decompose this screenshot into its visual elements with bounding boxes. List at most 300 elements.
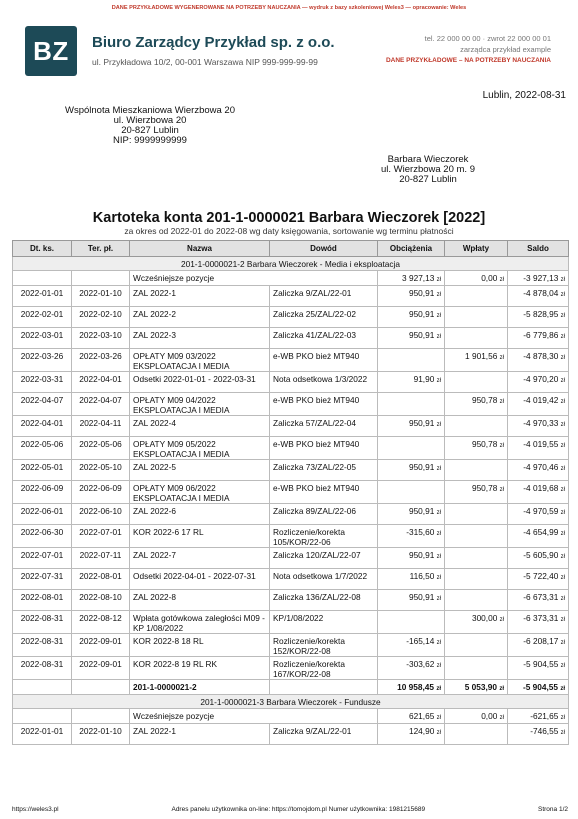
cell-booking-date [13, 657, 72, 680]
cell-debit [378, 634, 445, 657]
amount: -6 373,31 [523, 613, 559, 623]
cell-balance [508, 460, 569, 481]
cell-document [270, 724, 378, 745]
cell-text: 2022-03-31 [20, 374, 64, 384]
currency: zł [436, 378, 441, 384]
cell-text: 2022-04-01 [20, 418, 64, 428]
amount: -6 208,17 [523, 636, 559, 646]
table-row [13, 611, 569, 634]
currency: zł [499, 399, 504, 405]
table-row [13, 569, 569, 590]
currency: zł [560, 378, 565, 384]
cell-text: 2022-04-07 [79, 395, 122, 405]
table-row [13, 349, 569, 372]
cell-booking-date [13, 328, 72, 349]
cell-debit [378, 525, 445, 548]
cell-text: 2022-06-01 [20, 506, 64, 516]
cell-text: 2022-08-12 [79, 613, 122, 623]
cell-balance [508, 569, 569, 590]
cell-text: Nota odsetkowa 1/3/2022 [273, 374, 368, 384]
currency: zł [560, 443, 565, 449]
table-row [13, 481, 569, 504]
cell-credit [445, 328, 508, 349]
cell-text: 2022-01-10 [79, 726, 122, 736]
cell-text: Odsetki 2022-01-01 - 2022-03-31 [133, 374, 256, 384]
cell-balance [508, 416, 569, 437]
header-booking-date: Dt. ks. [13, 241, 72, 257]
cell-text: Zaliczka 73/ZAL/22-05 [273, 462, 357, 472]
cell-text: 2022-08-31 [20, 659, 64, 669]
cell-credit [445, 437, 508, 460]
cell-name [130, 481, 270, 504]
cell-text: 2022-03-01 [20, 330, 64, 340]
cell-debit [378, 680, 445, 695]
amount: 116,50 [409, 571, 435, 581]
currency: zł [436, 575, 441, 581]
cell-credit [445, 709, 508, 724]
table-row [13, 307, 569, 328]
cell-booking-date [13, 634, 72, 657]
cell-debit [378, 437, 445, 460]
cell-text: ZAL 2022-6 [133, 506, 177, 516]
cell-text: Nota odsetkowa 1/7/2022 [273, 571, 368, 581]
document-subtitle: za okres od 2022-01 do 2022-08 wg daty księgowania, sortowanie wg terminu płatności [124, 226, 454, 236]
amount: -5 828,95 [523, 309, 559, 319]
amount: -4 970,46 [523, 462, 559, 472]
cell-text: KOR 2022-8 19 RL RK [133, 659, 218, 669]
cell-booking-date [13, 372, 72, 393]
cell-credit [445, 634, 508, 657]
cell-name [130, 307, 270, 328]
cell-text: 2022-08-01 [20, 592, 64, 602]
table-row [13, 416, 569, 437]
amount: -3 927,13 [523, 273, 559, 283]
cell-text: Rozliczenie/korekta 167/KOR/22-08 [273, 659, 345, 679]
cell-booking-date [13, 437, 72, 460]
amount: -6 779,86 [523, 330, 559, 340]
amount: -4 970,20 [523, 374, 559, 384]
amount: 5 053,90 [464, 682, 498, 692]
amount: 950,91 [408, 309, 435, 319]
cell-text: 201-1-0000021-2 [133, 682, 197, 692]
cell-document [270, 590, 378, 611]
cell-booking-date [13, 504, 72, 525]
cell-debit [378, 372, 445, 393]
amount: -4 654,99 [523, 527, 559, 537]
amount: 950,78 [471, 439, 498, 449]
cell-document [270, 307, 378, 328]
cell-booking-date [13, 481, 72, 504]
currency: zł [436, 422, 441, 428]
table-row [13, 286, 569, 307]
cell-text: OPŁATY M09 05/2022 EKSPLOATACJA I MEDIA [133, 439, 230, 459]
table-row [13, 504, 569, 525]
cell-booking-date [13, 525, 72, 548]
cell-text: 2022-03-26 [20, 351, 64, 361]
cell-text: 2022-05-06 [20, 439, 64, 449]
cell-due-date [72, 416, 130, 437]
account-sum-row [13, 680, 569, 695]
currency: zł [499, 355, 504, 361]
currency: zł [436, 334, 441, 340]
amount: 3 927,13 [402, 273, 435, 283]
cell-document [270, 328, 378, 349]
currency: zł [560, 686, 565, 692]
sender-line: NIP: 9999999999 [113, 135, 187, 146]
cell-balance [508, 393, 569, 416]
currency: zł [560, 355, 565, 361]
cell-text: Wcześniejsze pozycje [133, 711, 215, 721]
cell-sum-label [130, 680, 270, 695]
cell-text: 2022-03-10 [79, 330, 122, 340]
cell-document [270, 349, 378, 372]
cell-balance [508, 709, 569, 724]
recipient-line: Barbara Wieczorek [387, 154, 469, 165]
currency: zł [560, 277, 565, 283]
cell-text: Zaliczka 57/ZAL/22-04 [273, 418, 357, 428]
cell-text: 2022-04-01 [79, 374, 122, 384]
cell-text: 2022-06-09 [20, 483, 64, 493]
amount: -6 673,31 [523, 592, 559, 602]
cell-document [270, 437, 378, 460]
company-logo: BZ [25, 26, 77, 76]
cell-credit [445, 680, 508, 695]
cell-text: 2022-08-31 [20, 636, 64, 646]
cell-text: Zaliczka 120/ZAL/22-07 [273, 550, 361, 560]
cell-credit [445, 525, 508, 548]
cell-document [270, 393, 378, 416]
cell-text: Odsetki 2022-04-01 - 2022-07-31 [133, 571, 256, 581]
cell-due-date [72, 634, 130, 657]
cell-name [130, 569, 270, 590]
amount: 0,00 [481, 711, 498, 721]
amount: -4 019,55 [523, 439, 559, 449]
currency: zł [560, 596, 565, 602]
contact-line: tel. 22 000 00 00 · zwrot 22 000 00 01 [424, 34, 551, 43]
cell-due-date [72, 286, 130, 307]
cell-debit [378, 481, 445, 504]
amount: -746,55 [530, 726, 559, 736]
cell-text: KP/1/08/2022 [273, 613, 324, 623]
cell-text: ZAL 2022-5 [133, 462, 177, 472]
currency: zł [436, 554, 441, 560]
amount: 124,90 [408, 726, 435, 736]
cell-text: 2022-04-11 [79, 418, 122, 428]
cell-due-date [72, 724, 130, 745]
cell-credit [445, 590, 508, 611]
cell-text: ZAL 2022-3 [133, 330, 177, 340]
cell-text: 2022-07-11 [79, 550, 122, 560]
currency: zł [560, 663, 565, 669]
cell-credit [445, 724, 508, 745]
document-title: Kartoteka konta 201-1-0000021 Barbara Wieczorek [2022] [92, 210, 486, 226]
amount: -4 019,68 [523, 483, 559, 493]
sender-line: Wspólnota Mieszkaniowa Wierzbowa 20 [64, 105, 236, 116]
cell-debit [378, 393, 445, 416]
account-ledger-table [12, 240, 569, 745]
currency: zł [436, 640, 441, 646]
previous-items-row [13, 271, 569, 286]
cell-debit [378, 709, 445, 724]
company-address: ul. Przykładowa 10/2, 00-001 Warszawa NIP 999-999-99-99 [92, 57, 318, 67]
contact-block [386, 33, 551, 66]
currency: zł [560, 575, 565, 581]
currency: zł [560, 334, 565, 340]
header-payments: Wpłaty [445, 241, 508, 257]
footer-panel-info: Adres panelu użytkownika on-line: https://tomojdom.pl Numer użytkownika: 1981215689 [171, 806, 426, 813]
cell-text: 2022-03-26 [79, 351, 122, 361]
cell-booking-date [13, 460, 72, 481]
amount: 1 901,56 [465, 351, 498, 361]
cell-balance [508, 634, 569, 657]
cell-name [130, 393, 270, 416]
cell-text: Rozliczenie/korekta 105/KOR/22-06 [273, 527, 345, 547]
cell-document [270, 460, 378, 481]
currency: zł [436, 531, 441, 537]
cell-document [270, 286, 378, 307]
currency: zł [436, 730, 441, 736]
table-row [13, 590, 569, 611]
cell-empty [13, 271, 72, 286]
cell-booking-date [13, 286, 72, 307]
cell-balance [508, 307, 569, 328]
table-header-row [13, 241, 569, 257]
amount: -315,60 [406, 527, 435, 537]
currency: zł [436, 313, 441, 319]
cell-text: KOR 2022-6 17 RL [133, 527, 204, 537]
amount: 950,91 [408, 506, 435, 516]
cell-balance [508, 611, 569, 634]
cell-due-date [72, 504, 130, 525]
currency: zł [436, 510, 441, 516]
cell-debit [378, 271, 445, 286]
currency: zł [560, 640, 565, 646]
sample-data-banner: DANE PRZYKŁADOWE WYGENEROWANE NA POTRZEBY NAUCZANIA — wydruk z bazy szkoleniowej Weles3 — opracowanie: Weles [111, 5, 467, 11]
cell-due-date [72, 525, 130, 548]
currency: zł [436, 292, 441, 298]
cell-text: ZAL 2022-1 [133, 288, 177, 298]
table-row [13, 634, 569, 657]
cell-debit [378, 611, 445, 634]
cell-balance [508, 724, 569, 745]
cell-empty [270, 680, 378, 695]
cell-text: Wcześniejsze pozycje [133, 273, 215, 283]
recipient-line: ul. Wierzbowa 20 m. 9 [381, 164, 475, 175]
account-group-label [13, 257, 569, 271]
cell-debit [378, 569, 445, 590]
cell-balance [508, 504, 569, 525]
cell-name [130, 416, 270, 437]
cell-name [130, 657, 270, 680]
cell-empty [72, 271, 130, 286]
table-row [13, 724, 569, 745]
cell-balance [508, 680, 569, 695]
cell-text: 2022-04-07 [20, 395, 64, 405]
cell-due-date [72, 307, 130, 328]
cell-document [270, 548, 378, 569]
cell-text: Zaliczka 41/ZAL/22-03 [273, 330, 357, 340]
cell-empty [72, 680, 130, 695]
previous-items-label [130, 709, 378, 724]
amount: 950,91 [408, 288, 435, 298]
cell-booking-date [13, 416, 72, 437]
cell-balance [508, 525, 569, 548]
cell-due-date [72, 437, 130, 460]
cell-debit [378, 548, 445, 569]
amount: 300,00 [471, 613, 498, 623]
footer-website: https://weles3.pl [12, 806, 59, 813]
cell-balance [508, 481, 569, 504]
cell-due-date [72, 548, 130, 569]
cell-text: Zaliczka 136/ZAL/22-08 [273, 592, 361, 602]
cell-due-date [72, 328, 130, 349]
table-row [13, 437, 569, 460]
cell-credit [445, 657, 508, 680]
cell-balance [508, 349, 569, 372]
account-group-label [13, 695, 569, 709]
amount: 950,91 [408, 418, 435, 428]
cell-text: 2022-07-01 [79, 527, 122, 537]
amount: -4 970,33 [523, 418, 559, 428]
cell-text: 2022-02-10 [79, 309, 122, 319]
cell-text: 2022-06-09 [79, 483, 122, 493]
sender-address [50, 106, 250, 146]
cell-text: ZAL 2022-1 [133, 726, 177, 736]
cell-debit [378, 286, 445, 307]
amount: -5 904,55 [523, 659, 559, 669]
amount: -4 019,42 [523, 395, 559, 405]
cell-document [270, 416, 378, 437]
currency: zł [560, 510, 565, 516]
cell-balance [508, 286, 569, 307]
cell-credit [445, 393, 508, 416]
cell-text: e-WB PKO bież MT940 [273, 351, 360, 361]
cell-text: 2022-07-31 [20, 571, 64, 581]
cell-text: 2022-09-01 [79, 659, 122, 669]
cell-due-date [72, 372, 130, 393]
cell-due-date [72, 393, 130, 416]
amount: -4 878,04 [523, 288, 559, 298]
cell-document [270, 525, 378, 548]
cell-credit [445, 569, 508, 590]
cell-balance [508, 437, 569, 460]
currency: zł [560, 617, 565, 623]
currency: zł [499, 617, 504, 623]
cell-text: ZAL 2022-4 [133, 418, 177, 428]
table-row [13, 372, 569, 393]
cell-text: 2022-05-06 [79, 439, 122, 449]
footer-page-number: Strona 1/2 [538, 806, 568, 813]
page-footer [12, 806, 568, 813]
amount: 950,91 [408, 592, 435, 602]
cell-due-date [72, 569, 130, 590]
cell-credit [445, 307, 508, 328]
currency: zł [436, 596, 441, 602]
cell-name [130, 437, 270, 460]
cell-text: Wpłata gotówkowa zaległości M09 - KP 1/08/2022 [133, 613, 265, 633]
amount: 0,00 [481, 273, 498, 283]
sender-line: 20-827 Lublin [121, 125, 179, 136]
cell-document [270, 611, 378, 634]
cell-name [130, 634, 270, 657]
cell-name [130, 328, 270, 349]
cell-text: ZAL 2022-2 [133, 309, 177, 319]
cell-text: Rozliczenie/korekta 152/KOR/22-08 [273, 636, 345, 656]
cell-name [130, 525, 270, 548]
amount: -621,65 [530, 711, 559, 721]
cell-debit [378, 657, 445, 680]
cell-document [270, 504, 378, 525]
cell-booking-date [13, 611, 72, 634]
cell-text: 2022-08-10 [79, 592, 122, 602]
cell-text: ZAL 2022-8 [133, 592, 177, 602]
cell-due-date [72, 611, 130, 634]
cell-document [270, 657, 378, 680]
cell-credit [445, 372, 508, 393]
recipient-address [368, 155, 488, 185]
cell-balance [508, 590, 569, 611]
cell-text: 2022-01-01 [20, 726, 64, 736]
cell-name [130, 590, 270, 611]
cell-name [130, 504, 270, 525]
cell-booking-date [13, 569, 72, 590]
cell-booking-date [13, 590, 72, 611]
amount: 950,91 [408, 550, 435, 560]
header-name: Nazwa [130, 241, 270, 257]
cell-name [130, 286, 270, 307]
cell-text: e-WB PKO bież MT940 [273, 483, 360, 493]
sample-data-note: DANE PRZYKŁADOWE – NA POTRZEBY NAUCZANIA [385, 57, 551, 64]
table-row [13, 525, 569, 548]
amount: 91,90 [413, 374, 435, 384]
cell-credit [445, 611, 508, 634]
currency: zł [560, 466, 565, 472]
currency: zł [436, 466, 441, 472]
currency: zł [560, 531, 565, 537]
cell-booking-date [13, 349, 72, 372]
cell-debit [378, 349, 445, 372]
cell-credit [445, 286, 508, 307]
currency: zł [560, 422, 565, 428]
cell-text: Zaliczka 9/ZAL/22-01 [273, 288, 352, 298]
cell-due-date [72, 590, 130, 611]
account-group-row [13, 695, 569, 709]
cell-document [270, 481, 378, 504]
cell-credit [445, 416, 508, 437]
cell-text: 201-1-0000021-3 Barbara Wieczorek - Fundusze [200, 697, 381, 707]
header-document: Dowód [270, 241, 378, 257]
cell-debit [378, 460, 445, 481]
cell-debit [378, 590, 445, 611]
cell-text: e-WB PKO bież MT940 [273, 395, 360, 405]
currency: zł [499, 487, 504, 493]
cell-text: Zaliczka 9/ZAL/22-01 [273, 726, 352, 736]
table-row [13, 393, 569, 416]
currency: zł [560, 399, 565, 405]
currency: zł [436, 663, 441, 669]
cell-text: 2022-05-01 [20, 462, 64, 472]
cell-text: Zaliczka 25/ZAL/22-02 [273, 309, 357, 319]
amount: 10 958,45 [397, 682, 435, 692]
cell-text: 2022-09-01 [79, 636, 122, 646]
amount: 950,78 [471, 483, 498, 493]
cell-credit [445, 271, 508, 286]
cell-booking-date [13, 724, 72, 745]
amount: 950,91 [408, 462, 435, 472]
cell-text: OPŁATY M09 04/2022 EKSPLOATACJA I MEDIA [133, 395, 230, 415]
cell-text: ZAL 2022-7 [133, 550, 177, 560]
cell-text: 2022-01-10 [79, 288, 122, 298]
